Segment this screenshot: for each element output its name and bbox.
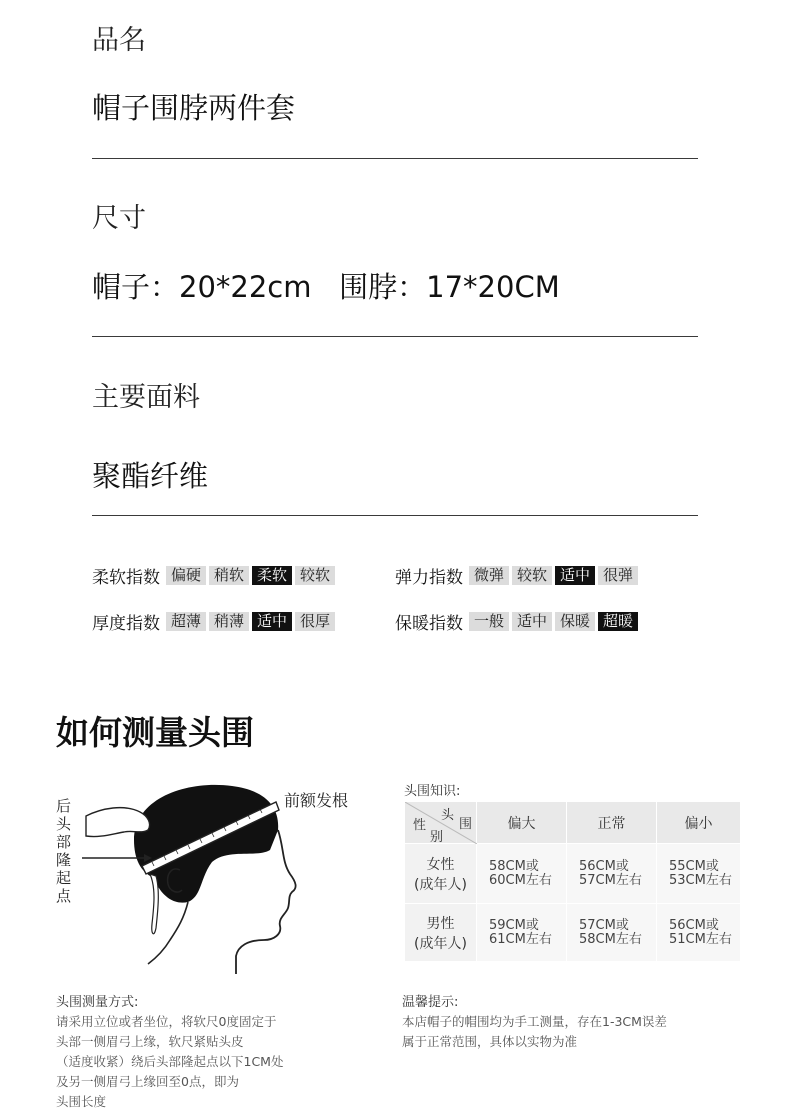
table-cell: 59CM或 61CM左右 [477, 904, 567, 962]
tips-line: 本店帽子的帽围均为手工测量，存在1-3CM误差 [402, 1014, 667, 1029]
material-value: 聚酯纤维 [92, 459, 209, 493]
thickness-option-2: 稍薄 [209, 612, 249, 631]
adult-note: (成年人) [414, 876, 467, 893]
method-line: 及另一侧眉弓上缘回至0点，即为 [56, 1074, 239, 1089]
warmth-index [395, 609, 641, 634]
softness-index [92, 563, 338, 588]
elasticity-option-3: 适中 [555, 566, 595, 585]
corner-top-label: 头 [441, 808, 455, 823]
softness-option-1: 偏硬 [166, 566, 206, 585]
material-label: 主要面料 [92, 382, 200, 413]
table-cell: 58CM或 60CM左右 [477, 844, 567, 904]
table-cell: 57CM或 58CM左右 [567, 904, 657, 962]
table-cell: 56CM或 51CM左右 [657, 904, 741, 962]
divider-2 [92, 336, 698, 337]
softness-option-3: 柔软 [252, 566, 292, 585]
warmth-option-2: 适中 [512, 612, 552, 631]
name-value: 帽子围脖两件套 [92, 91, 296, 125]
back-of-head-label: 后头部隆起点 [56, 797, 72, 905]
divider-1 [92, 158, 698, 159]
row-header-female [405, 844, 477, 904]
table-cell: 55CM或 53CM左右 [657, 844, 741, 904]
method-title: 头围测量方式: [56, 995, 139, 1010]
hand-shape [86, 808, 150, 837]
adult-note: (成年人) [414, 935, 467, 952]
warmth-option-3: 保暖 [555, 612, 595, 631]
thickness-option-3: 适中 [252, 612, 292, 631]
measure-section-title: 如何测量头围 [56, 713, 254, 752]
elasticity-option-2: 较软 [512, 566, 552, 585]
front-hairline-label: 前额发根 [284, 791, 349, 810]
table-header-row [405, 802, 741, 844]
elasticity-index [395, 563, 641, 588]
table-row [405, 904, 741, 962]
softness-index-label: 柔软指数 [92, 568, 160, 588]
softness-option-4: 较软 [295, 566, 335, 585]
gender-label: 女性 [426, 856, 455, 873]
method-text [56, 1012, 283, 1112]
tips-text [402, 1012, 667, 1052]
thickness-index [92, 609, 338, 634]
thickness-option-4: 很厚 [295, 612, 335, 631]
knowledge-title: 头围知识: [404, 784, 461, 799]
elasticity-option-4: 很弹 [598, 566, 638, 585]
name-label: 品名 [92, 25, 146, 56]
method-line: （适度收紧）绕后头部隆起点以下1CM处 [56, 1054, 284, 1069]
warmth-option-4: 超暖 [598, 612, 638, 631]
tips-title: 温馨提示: [402, 995, 459, 1010]
elasticity-index-label: 弹力指数 [395, 568, 463, 588]
table-corner-cell [405, 802, 477, 844]
gender-label: 男性 [426, 915, 455, 932]
elasticity-option-1: 微弹 [469, 566, 509, 585]
tips-line: 属于正常范围，具体以实物为准 [402, 1034, 578, 1049]
softness-option-2: 稍软 [209, 566, 249, 585]
column-header-normal: 正常 [567, 802, 657, 844]
warmth-index-label: 保暖指数 [395, 614, 463, 634]
column-header-small: 偏小 [657, 802, 741, 844]
table-row [405, 844, 741, 904]
corner-left-label: 性 [413, 818, 427, 833]
method-line: 请采用立位或者坐位，将软尺0度固定于 [56, 1014, 277, 1029]
thickness-option-1: 超薄 [166, 612, 206, 631]
corner-right-label: 围 [459, 817, 473, 832]
method-line: 头部一侧眉弓上缘，软尺紧贴头皮 [56, 1034, 244, 1049]
size-value: 帽子：20*22cm 围脖：17*20CM [92, 270, 560, 304]
size-label: 尺寸 [92, 203, 146, 234]
divider-3 [92, 515, 698, 516]
row-header-male [405, 904, 477, 962]
column-header-large: 偏大 [477, 802, 567, 844]
tape-end [150, 874, 158, 934]
method-line: 头围长度 [56, 1094, 107, 1109]
warmth-option-1: 一般 [469, 612, 509, 631]
thickness-index-label: 厚度指数 [92, 614, 160, 634]
table-cell: 56CM或 57CM左右 [567, 844, 657, 904]
head-size-table [404, 801, 741, 962]
corner-bottom-label: 别 [430, 830, 444, 845]
